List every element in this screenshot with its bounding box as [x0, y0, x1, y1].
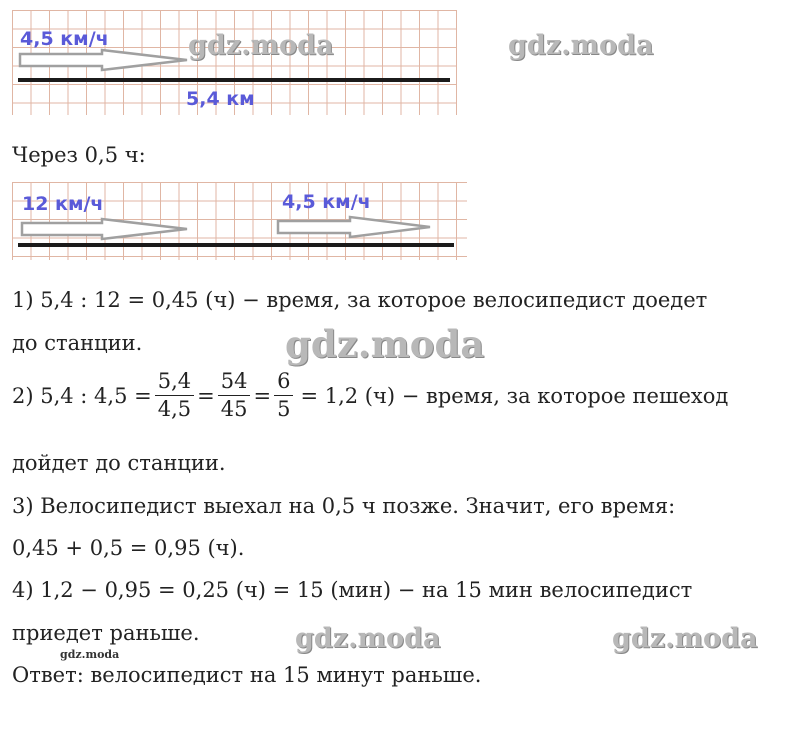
- step-2-prefix: 2) 5,4 : 4,5 =: [12, 383, 152, 408]
- step-3-line-1: 3) Велосипедист выехал на 0,5 ч позже. Значит, его время:: [12, 494, 676, 518]
- step-2-equals-2: =: [253, 383, 272, 408]
- fraction-3: [274, 370, 293, 421]
- step-3-line-2: 0,45 + 0,5 = 0,95 (ч).: [12, 536, 245, 560]
- diagram-2-arrow-right: [270, 211, 445, 245]
- fraction-2-denominator: 45: [220, 397, 248, 422]
- step-1-line-1: 1) 5,4 : 12 = 0,45 (ч) − время, за которое велосипедист доедет: [12, 288, 708, 312]
- step-4-line-2: приедет раньше.: [12, 621, 200, 645]
- step-1-line-2: до станции.: [12, 331, 143, 355]
- watermark-3: gdz.moda: [285, 322, 485, 366]
- watermark-1: gdz.moda: [188, 30, 334, 61]
- fraction-2: [218, 370, 251, 421]
- diagram-2-arrow-left: [12, 213, 202, 247]
- step-4-line-1: 4) 1,2 − 0,95 = 0,25 (ч) = 15 (мин) − на 15 мин велосипедист: [12, 578, 693, 602]
- diagram-2-speed-left-label: 12 км/ч: [22, 193, 104, 215]
- diagram-2-distance-line: [18, 243, 454, 247]
- diagram-2-speed-right-label: 4,5 км/ч: [282, 191, 371, 213]
- step-2-line-1: [12, 370, 728, 421]
- fraction-3-numerator: 6: [274, 370, 293, 396]
- fraction-1-denominator: 4,5: [157, 397, 192, 422]
- step-2-suffix: = 1,2 (ч) − время, за которое пешеход: [300, 383, 729, 408]
- step-2-equals-1: =: [197, 383, 215, 408]
- after-time-label: Через 0,5 ч:: [12, 143, 146, 167]
- watermark-2: gdz.moda: [508, 30, 654, 61]
- diagram-1-distance-label: 5,4 км: [186, 88, 255, 110]
- diagram-1-distance-line: [18, 78, 450, 82]
- fraction-1-numerator: 5,4: [155, 370, 194, 396]
- answer-line: Ответ: велосипедист на 15 минут раньше.: [12, 663, 482, 687]
- watermark-small: gdz.moda: [60, 648, 120, 661]
- fraction-2-numerator: 54: [218, 370, 251, 396]
- watermark-4: gdz.moda: [295, 623, 441, 654]
- fraction-3-denominator: 5: [277, 397, 291, 422]
- fraction-1: [155, 370, 194, 421]
- watermark-5: gdz.moda: [612, 623, 758, 654]
- diagram-1-speed-label: 4,5 км/ч: [20, 28, 109, 50]
- step-2-line-2: дойдет до станции.: [12, 451, 226, 475]
